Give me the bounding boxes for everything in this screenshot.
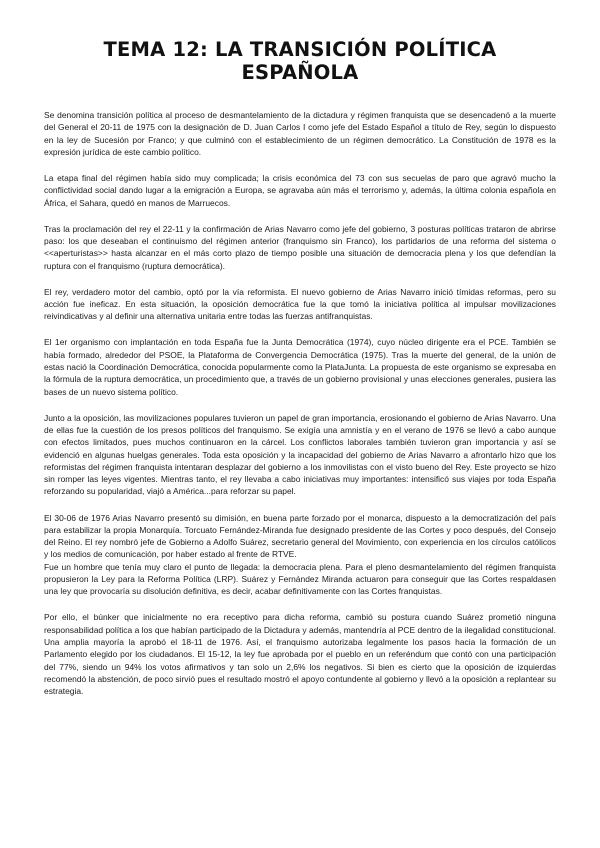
document-title: TEMA 12: LA TRANSICIÓN POLÍTICA ESPAÑOLA — [103, 38, 497, 84]
paragraph-three-positions: Tras la proclamación del rey el 22-11 y la confirmación de Arias Navarro como jefe del gobierno, 3 posturas políticas trataron de abrirse paso: los que deseaban el continuismo del régimen anterior (franquismo sin Franco), los partidarios de una reforma del sistema o <<aperturistas>> hasta alcanzar en el más corto plazo de tiempo posible una situación de democracia plena y los que defendían la ruptura con el franquismo (ruptura democrática). — [44, 223, 556, 271]
paragraph-final-stage: La etapa final del régimen había sido muy complicada; la crisis económica del 73 con sus secuelas de paro que agravó mucho la conflictividad social dando lugar a la emigración a Europa, se agravaba aún más el terrorismo y, además, la última colonia española en África, el Sahara, quedó en manos de Marruecos. — [44, 172, 556, 208]
paragraph-popular-mobilizations: Junto a la oposición, las movilizaciones populares tuvieron un papel de gran importancia, erosionando el gobierno de Arias Navarro. Una de ellas fue la cuestión de los presos políticos del franquismo. Se exigía una amnistía y en el verano de 1976 se llevó a cabo aunque con efectos limitados, pues muchos continuaron en la cárcel. Los conflictos laborales también tuvieron gran importancia y así se evidenció en algunas huelgas generales. Toda esta oposición y la incapacidad del gobierno de Arias Navarro a afrontarlo hizo que los reformistas del régimen franquista intentaran desplazar del gobierno a los inmovilistas con el visto bueno del Rey. Este proyecto se hizo sin romper las leyes vigentes. Mientras tanto, el rey llevaba a cabo iniciativas muy importantes: intensificó sus viajes por toda España reforzando su popularidad, viajó a América...para reforzar su papel. — [44, 412, 556, 497]
paragraph-arias-resignation: El 30-06 de 1976 Arias Navarro presentó su dimisión, en buena parte forzado por el monarca, dispuesto a la democratización del país para estabilizar la propia Monarquía. Torcuato Fernández-Miranda fue designado presidente de las Cortes y poco después, del Consejo del Reino. El rey nombró jefe de Gobierno a Adolfo Suárez, secretario general del Movimiento, con experiencia en los círculos católicos y los medios de comunicación, por haber estado al frente de RTVE. — [44, 512, 556, 560]
paragraph-junta-democratica: El 1er organismo con implantación en toda España fue la Junta Democrática (1974), cuyo núcleo dirigente era el PCE. También se había formado, alrededor del PSOE, la Plataforma de Convergencia Democrática (1975). Tras la muerte del general, de la unión de estas nació la Coordinación Democrática, conocida popularmente como la PlataJunta. La propuesta de este organismo se expresaba en la fórmula de la ruptura democrática, un procedimiento que, a través de un gobierno provisional y unas elecciones generales, pusiera las bases de un nuevo sistema político. — [44, 337, 556, 397]
paragraph-referendum: Por ello, el búnker que inicialmente no era receptivo para dicha reforma, cambió su postura cuando Suárez prometió ninguna responsabilidad política a los que habían participado de la Dictadura y además, mantendría al PCE dentro de la ilegalidad constitucional. Una amplia mayoría la aprobó el 18-11 de 1976. Así, el franquismo autorizaba legalmente los pasos hacia la formación de un Parlamento elegido por los ciudadanos. El 15-12, la ley fue aprobada por el pueblo en un referéndum que contó con una participación del 77%, siendo un 94% los votos afirmativos y tan solo un 2,6% los negativos. Si bien es cierto que la oposición de izquierdas recomendó la abstención, de poco sirvió pues el resultado mostró el apoyo contundente al gobierno y llevó a la oposición a replantear su estrategia. — [44, 612, 556, 697]
paragraph-intro: Se denomina transición política al proceso de desmantelamiento de la dictadura y régimen franquista que se desencadenó a la muerte del General el 20-11 de 1975 con la designación de D. Juan Carlos I como jefe del Estado Español a título de Rey, según lo dispuesto en la ley de Sucesión por Franco; y que culminó con el establecimiento de un régimen democrático. La Constitución de 1978 es la expresión jurídica de este cambio político. — [44, 110, 556, 157]
paragraph-political-reform-law: Fue un hombre que tenía muy claro el punto de llegada: la democracia plena. Para el pleno desmantelamiento del régimen franquista propusieron la Ley para la Reforma Política (LRP). Suárez y Fernández Miranda actuaron para conseguir que las Cortes respaldasen una ley que provocaría su disolución definitiva, es decir, acabar definitivamente con las Cortes franquistas. — [44, 561, 556, 597]
paragraph-king-reformist: El rey, verdadero motor del cambio, optó por la vía reformista. El nuevo gobierno de Arias Navarro inició tímidas reformas, pero su acción fue ineficaz. En esta situación, la oposición democrática fue la que tomó la iniciativa política al impulsar movilizaciones reivindicativas y al definir una alternativa unitaria entre todas las fuerzas antifranquistas. — [44, 286, 556, 322]
